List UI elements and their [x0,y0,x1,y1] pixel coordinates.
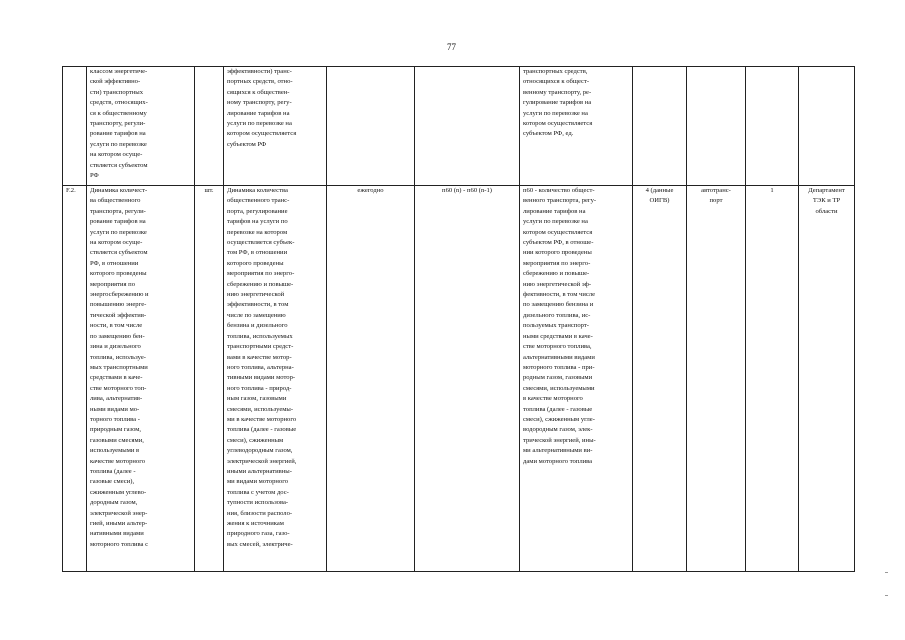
cell-indicator-name [87,67,195,186]
cell-definition [224,186,327,572]
method-text: 4 (данные ОИГВ) [645,187,674,205]
cell-source [687,186,746,572]
frequency-text: ежегодно [357,187,384,194]
table-row-f2 [63,186,855,572]
cell-formula [415,186,520,572]
cell-number [63,186,87,572]
cell-formula-description [520,186,633,572]
formula-description-text: п60 - количество общест- венного транспорта, регу- лирование тарифов на услуги по перевозке на котором осуществляется субъектом РФ, в отноше- нии которого проведены мероприятия по энерго- сбережению и повыше- нию энергетической эф- фективности, в том числе по замещению бензина и дизельного топлива, ис- пользуемых транспорт- ными средствами в каче- стве моторного топлива, альтернативными видами моторного топлива - при- родным газом, газовыми смесями, используемыми в качестве моторного топлива (далее - газовые смеси), сжиженным угле- водородным газом, элек- трической энергией, ины- ми альтернативными ви- дами моторного топлива [523,187,597,465]
cell-source [687,67,746,186]
source-text: автотранс- порт [701,187,731,205]
cell-number [63,67,87,186]
indicators-table [62,66,855,572]
cell-unit [195,67,224,186]
unit-text: шт. [204,187,214,194]
definition-text: Динамика количества общественного транс- порта, регулирование тарифов на услуги по перевозке на котором осуществляется субъек- том РФ, в отношении которого проведены мероприятия по энерго- сбережению и повыше- нию энергетической эффективности, в том числе по замещению бензина и дизельного топлива, используемых транспортными средст- вами в качестве мотор- ного топлива, альтерна- тивными видами мотор- ного топлива - природ- ным газом, газовыми смесями, используемы- ми в качестве моторного топлива (далее - газовые смеси), сжиженным углеводородным газом, электрической энергией, иными альтернативны- ми видами моторного топлива с учетом дос- тупности использова- ния, близости располо- жения к источникам природного газа, газо- вых смесей, электриче- [227,187,297,548]
cell-responsible [799,67,855,186]
cell-definition [224,67,327,186]
cell-method [633,186,687,572]
formula-description-text: транспортных средств, относящихся к общест- венному транспорту, ре- гулирование тарифов на услуги по перевозке на котором осуществляется субъектом РФ, ед. [523,68,593,138]
level-text: 1 [770,187,774,194]
definition-text: эффективности) транс- портных средств, отно- сящихся к обществен- ному транспорту, регу- лирование тарифов на услуги по перевозке на котором осуществляется субъектом РФ [227,68,297,148]
cell-indicator-name [87,186,195,572]
scan-mark [885,572,888,573]
page-number: 77 [447,42,456,52]
cell-unit [195,186,224,572]
scan-mark [885,595,888,596]
formula-text: п60 (n) - п60 (n-1) [442,187,492,194]
cell-level [746,186,799,572]
cell-method [633,67,687,186]
cell-responsible [799,186,855,572]
cell-formula [415,67,520,186]
responsible-text: Департамент ТЭК и ТР области [808,187,845,215]
cell-level [746,67,799,186]
cell-frequency [327,186,415,572]
indicator-name-text: классом энергетиче- ской эффективно- сти) транспортных средств, относящих- ся к общественному транспорту, регули- рование тарифов на услуги по перевозке на котором осуще- ствляется субъектом РФ [90,68,148,180]
cell-frequency [327,67,415,186]
row-number: F.2. [66,187,76,194]
indicator-name-text: Динамика количест- ва общественного транспорта, регули- рование тарифов на услуги по перевозке на котором осуще- ствляется субъектом РФ, в отношении которого проведены мероприятия по энергосбережению и повышению энерге- тической эффектив- ности, в том числе по замещению бен- зина и дизельного топлива, используе- мых транспортными средствами в каче- стве моторного топ- лива, альтернатив- ными видами мо- торного топлива - природным газом, газовыми смесями, используемыми в качестве моторного топлива (далее - газовые смеси), сжиженным углево- дородным газом, электрической энер- гией, иными альтер- нативными видами моторного топлива с [90,187,149,548]
table-row-continued [63,67,855,186]
cell-formula-description [520,67,633,186]
